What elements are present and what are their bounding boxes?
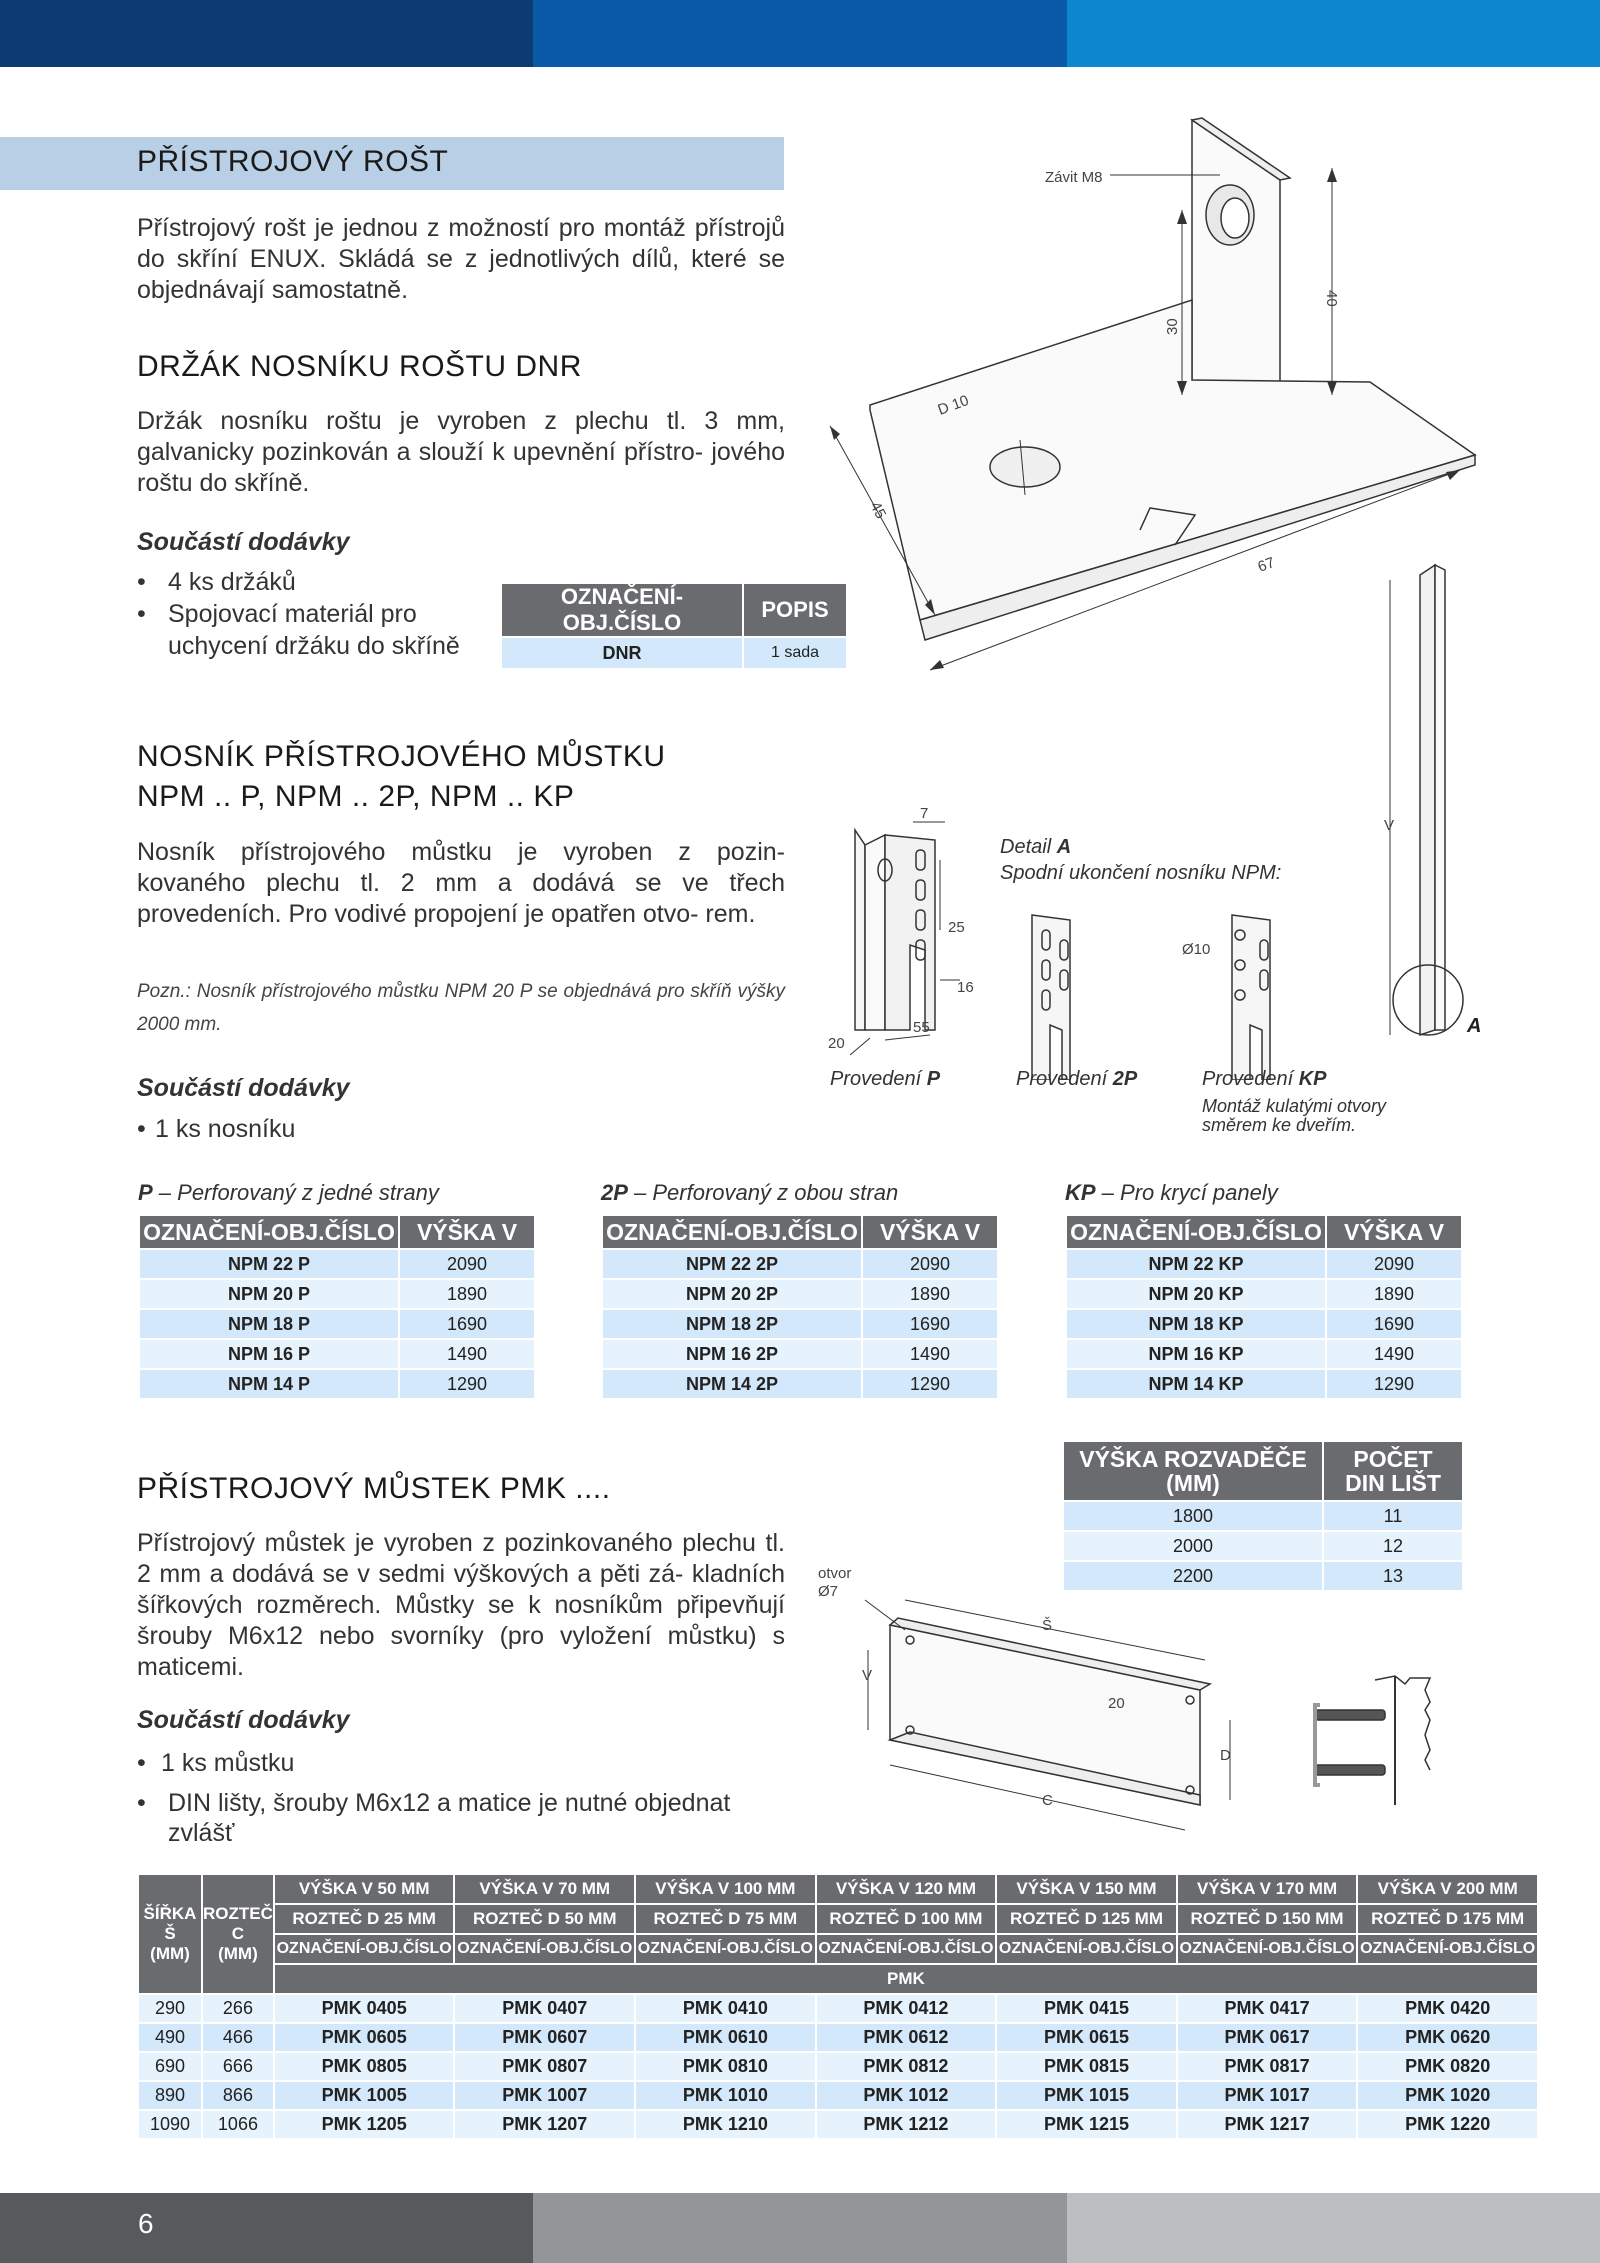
col-header: POČET DIN LIŠT: [1323, 1441, 1463, 1501]
table-cell: 1290: [862, 1369, 998, 1399]
col-header: VÝŠKA V 100 MM: [635, 1874, 816, 1904]
pmk-bridge-drawing: [810, 1560, 1460, 1850]
table-cell: 1690: [862, 1309, 998, 1339]
npm-title-line1: NOSNÍK PŘÍSTROJOVÉHO MŮSTKU: [137, 740, 666, 773]
table-cell: NPM 22 KP: [1066, 1249, 1326, 1279]
table-cell: NPM 16 KP: [1066, 1339, 1326, 1369]
list-item: • 1 ks můstku: [137, 1745, 737, 1782]
table-cell: 1890: [1326, 1279, 1462, 1309]
dnr-delivery-heading: Součástí dodávky: [137, 528, 350, 556]
table-cell: 1490: [1326, 1339, 1462, 1369]
dim-v: V: [862, 1667, 873, 1684]
table-cell: NPM 18 KP: [1066, 1309, 1326, 1339]
detail-caption: Detail A: [1000, 836, 1072, 858]
table-caption: KP – Pro krycí panely: [1065, 1180, 1278, 1205]
table-cell: NPM 14 2P: [602, 1369, 862, 1399]
table-row: 490 466 PMK 0605 PMK 0607 PMK 0610 PMK 0612 PMK 0615 PMK 0617 PMK 0620: [138, 2023, 1538, 2052]
page-number: 6: [138, 2208, 154, 2239]
col-header: ROZTEČ D 125 MM: [996, 1904, 1177, 1934]
pmk-table: [137, 1873, 1539, 2140]
footer-bar-light: [1067, 2193, 1600, 2263]
table-cell: 2090: [862, 1249, 998, 1279]
table-cell: 1890: [399, 1279, 535, 1309]
table-cell: NPM 18 2P: [602, 1309, 862, 1339]
col-header: VÝŠKA V 70 MM: [454, 1874, 635, 1904]
col-header: VÝŠKA V 170 MM: [1177, 1874, 1358, 1904]
table-cell: NPM 22 P: [139, 1249, 399, 1279]
dim-16: 16: [957, 979, 974, 996]
footer-bar-dark: [0, 2193, 533, 2263]
table-caption: 2P – Perforovaný z obou stran: [601, 1180, 899, 1205]
table-cell: 1890: [862, 1279, 998, 1309]
dim-c: C: [1042, 1792, 1053, 1809]
table-cell: 13: [1323, 1561, 1463, 1591]
col-header: VÝŠKA V 150 MM: [996, 1874, 1177, 1904]
npm-delivery-list: [137, 1113, 537, 1145]
list-item: • 4 ks držáků: [137, 566, 497, 598]
npm-delivery-heading: Součástí dodávky: [137, 1074, 350, 1102]
col-header-width: ŠÍŘKA Š (MM): [138, 1874, 202, 1994]
col-header: OZNAČENÍ-OBJ.ČÍSLO: [816, 1934, 997, 1964]
npm-text: Nosník přístrojového můstku je vyroben z pozin- kovaného plechu tl. 2 mm a dodává se ve třech provedeních. Pro vodivé propojení je opatřen otvo- rem.: [137, 838, 785, 928]
table-cell: DNR: [501, 637, 743, 669]
table-row: 290 266 PMK 0405 PMK 0407 PMK 0410 PMK 0412 PMK 0415 PMK 0417 PMK 0420: [138, 1994, 1538, 2023]
detail-a-marker: A: [1467, 1015, 1482, 1037]
table-cell: NPM 20 2P: [602, 1279, 862, 1309]
col-header: OZNAČENÍ-OBJ.ČÍSLO: [501, 583, 743, 637]
npm-title-line2: NPM .. P, NPM .. 2P, NPM .. KP: [137, 780, 575, 813]
table-cell: NPM 16 2P: [602, 1339, 862, 1369]
col-header: ROZTEČ D 50 MM: [454, 1904, 635, 1934]
dim-30: 30: [1164, 318, 1181, 335]
hole-label-1: otvor: [818, 1565, 852, 1582]
table-cell: NPM 22 2P: [602, 1249, 862, 1279]
dim-20: 20: [1108, 1695, 1125, 1712]
dim-67: 67: [1255, 554, 1278, 576]
table-cell: NPM 16 P: [139, 1339, 399, 1369]
col-header: ROZTEČ D 25 MM: [274, 1904, 455, 1934]
table-cell: 1 sada: [743, 637, 847, 669]
table-cell: 1690: [1326, 1309, 1462, 1339]
col-header: ROZTEČ D 150 MM: [1177, 1904, 1358, 1934]
col-header: OZNAČENÍ-OBJ.ČÍSLO: [1177, 1934, 1358, 1964]
dnr-title: DRŽÁK NOSNÍKU ROŠTU DNR: [137, 350, 582, 383]
npm-table-kp: KP – Pro krycí panely OZNAČENÍ-OBJ.ČÍSLO VÝŠKA V NPM 22 KP 2090 NPM 20 KP 1890 NPM 18 KP 1690 NPM 16 KP 1490 NPM 14 KP 1290: [1065, 1180, 1463, 1400]
col-header-pitch: ROZTEČ C (MM): [202, 1874, 274, 1994]
dim-v: V: [1384, 817, 1395, 834]
col-header: ROZTEČ D 100 MM: [816, 1904, 997, 1934]
npm-profile-drawing: [810, 560, 1490, 1080]
table-caption: P – Perforovaný z jedné strany: [138, 1180, 439, 1205]
table-cell: NPM 18 P: [139, 1309, 399, 1339]
thread-label: Závit M8: [1045, 169, 1103, 186]
table-cell: 1290: [399, 1369, 535, 1399]
table-cell: NPM 20 KP: [1066, 1279, 1326, 1309]
col-header: VÝŠKA V 50 MM: [274, 1874, 455, 1904]
dim-25: 25: [948, 919, 965, 936]
dim-20: 20: [828, 1035, 845, 1052]
table-cell: 11: [1323, 1501, 1463, 1531]
npm-table-p: P – Perforovaný z jedné strany OZNAČENÍ-OBJ.ČÍSLO VÝŠKA V NPM 22 P 2090 NPM 20 P 1890 NPM 18 P 1690 NPM 16 P 1490 NPM 14 P 1290: [138, 1180, 536, 1400]
col-header: VÝŠKA ROZVADĚČE (MM): [1063, 1441, 1323, 1501]
list-item: • 1 ks nosníku: [137, 1113, 537, 1145]
dim-45: 45: [866, 498, 890, 522]
caption-2p: Provedení 2P: [1016, 1068, 1138, 1090]
hole-label: D 10: [935, 391, 972, 419]
col-header: OZNAČENÍ-OBJ.ČÍSLO: [996, 1934, 1177, 1964]
npm-note: Pozn.: Nosník přístrojového můstku NPM 20 P se objednává pro skříň výšky 2000 mm.: [137, 981, 785, 1035]
header-bar-dark: [0, 0, 533, 67]
pmk-delivery-heading: Součástí dodávky: [137, 1706, 350, 1734]
pmk-delivery-list: [137, 1745, 737, 1848]
dim-55: 55: [913, 1019, 930, 1036]
table-row: 1090 1066 PMK 1205 PMK 1207 PMK 1210 PMK 1212 PMK 1215 PMK 1217 PMK 1220: [138, 2110, 1538, 2139]
table-cell: 2200: [1063, 1561, 1323, 1591]
hole-label-2: Ø7: [818, 1583, 839, 1600]
dnr-text: Držák nosníku roštu je vyroben z plechu tl. 3 mm, galvanicky pozinkován a slouží k upevnění přístro- jového roštu do skříně.: [137, 407, 785, 497]
table-cell: NPM 14 P: [139, 1369, 399, 1399]
col-header: PMK: [274, 1964, 1538, 1994]
col-header: OZNAČENÍ-OBJ.ČÍSLO: [635, 1934, 816, 1964]
table-cell: NPM 14 KP: [1066, 1369, 1326, 1399]
col-header: VÝŠKA V 200 MM: [1357, 1874, 1538, 1904]
detail-caption-2: Spodní ukončení nosníku NPM:: [1000, 862, 1282, 884]
dnr-table: [500, 582, 848, 670]
table-cell: 1490: [399, 1339, 535, 1369]
npm-table-2p: 2P – Perforovaný z obou stran OZNAČENÍ-OBJ.ČÍSLO VÝŠKA V NPM 22 2P 2090 NPM 20 2P 1890 NPM 18 2P 1690 NPM 16 2P 1490 NPM 14 2P 1290: [601, 1180, 999, 1400]
table-row: 890 866 PMK 1005 PMK 1007 PMK 1010 PMK 1012 PMK 1015 PMK 1017 PMK 1020: [138, 2081, 1538, 2110]
table-cell: 1490: [862, 1339, 998, 1369]
dim-7: 7: [920, 805, 929, 822]
intro-text: Přístrojový rošt je jednou z možností pro montáž přístrojů do skříní ENUX. Skládá se z jednotlivých dílů, které se objednávají samostatně.: [137, 214, 785, 304]
dim-40: 40: [1323, 290, 1340, 307]
caption-kp: Provedení KP: [1202, 1068, 1327, 1090]
table-cell: NPM 20 P: [139, 1279, 399, 1309]
kp-note: Montáž kulatými otvory směrem ke dveřím.: [1202, 1096, 1387, 1135]
dim-d: D: [1220, 1747, 1231, 1764]
section-title: PŘÍSTROJOVÝ ROŠT: [137, 145, 449, 178]
table-row: 690 666 PMK 0805 PMK 0807 PMK 0810 PMK 0812 PMK 0815 PMK 0817 PMK 0820: [138, 2052, 1538, 2081]
table-cell: 2090: [399, 1249, 535, 1279]
col-header: OZNAČENÍ-OBJ.ČÍSLO: [454, 1934, 635, 1964]
col-header: ROZTEČ D 175 MM: [1357, 1904, 1538, 1934]
table-cell: 12: [1323, 1531, 1463, 1561]
col-header: POPIS: [743, 583, 847, 637]
col-header: VÝŠKA V 120 MM: [816, 1874, 997, 1904]
table-cell: 2090: [1326, 1249, 1462, 1279]
col-header: OZNAČENÍ-OBJ.ČÍSLO: [274, 1934, 455, 1964]
list-item: • Spojovací materiál pro uchycení držáku do skříně: [137, 598, 497, 662]
table-cell: 2000: [1063, 1531, 1323, 1561]
col-header: OZNAČENÍ-OBJ.ČÍSLO: [1357, 1934, 1538, 1964]
header-bar-light: [1067, 0, 1600, 67]
header-bar-mid: [533, 0, 1067, 67]
list-item: • DIN lišty, šrouby M6x12 a matice je nutné objednat zvlášť: [137, 1788, 737, 1848]
footer-bar-mid: [533, 2193, 1067, 2263]
dim-d10: Ø10: [1182, 941, 1211, 958]
table-cell: 1800: [1063, 1501, 1323, 1531]
caption-p: Provedení P: [830, 1068, 941, 1090]
dim-s: Š: [1042, 1617, 1053, 1634]
pmk-title: PŘÍSTROJOVÝ MŮSTEK PMK ....: [137, 1472, 611, 1505]
table-cell: 1290: [1326, 1369, 1462, 1399]
col-header: ROZTEČ D 75 MM: [635, 1904, 816, 1934]
pmk-text: Přístrojový můstek je vyroben z pozinkovaného plechu tl. 2 mm a dodává se v sedmi výškových a pěti zá- kladních šířkových rozměrech. Můstky se k nosníkům připevňují šrouby M6x12 nebo svorníky (pro vyložení můstku) s maticemi.: [137, 1529, 785, 1681]
dnr-delivery-list: [137, 566, 497, 662]
table-cell: 1690: [399, 1309, 535, 1339]
